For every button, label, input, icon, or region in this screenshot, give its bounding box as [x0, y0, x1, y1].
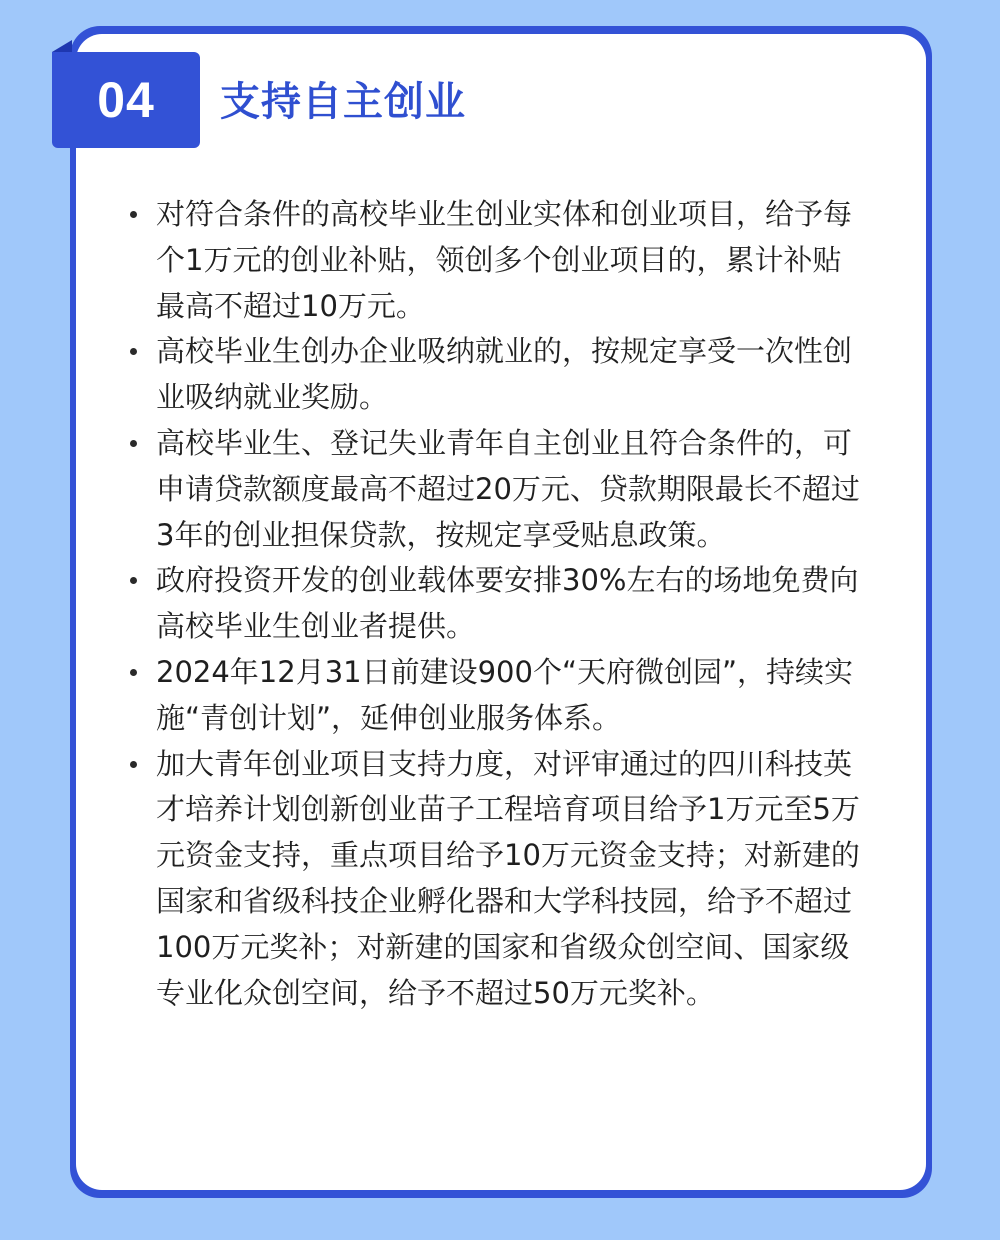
bullet-icon: [130, 761, 137, 768]
list-item: [128, 650, 868, 742]
bullet-icon: [130, 577, 137, 584]
list-item-text: 政府投资开发的创业载体要安排30%左右的场地免费向高校毕业生创业者提供。: [156, 563, 859, 644]
list-item-text: 加大青年创业项目支持力度，对评审通过的四川科技英才培养计划创新创业苗子工程培育项目给予1万元至5万元资金支持，重点项目给予10万元资金支持；对新建的国家和省级科技企业孵化器和大学科技园，给予不超过100万元奖补；对新建的国家和省级众创空间、国家级专业化众创空间，给予不超过50万元奖补。: [156, 746, 860, 1010]
bullet-icon: [130, 669, 137, 676]
bullet-icon: [130, 211, 137, 218]
section-title: 支持自主创业: [220, 79, 466, 125]
bullet-icon: [130, 440, 137, 447]
list-item-text: 对符合条件的高校毕业生创业实体和创业项目，给予每个1万元的创业补贴，领创多个创业项目的，累计补贴最高不超过10万元。: [156, 197, 853, 323]
list-item: [128, 421, 868, 558]
list-item-text: 高校毕业生创办企业吸纳就业的，按规定享受一次性创业吸纳就业奖励。: [156, 334, 853, 415]
list-item: [128, 329, 868, 421]
section-number-badge: [52, 52, 200, 148]
list-item-text: 高校毕业生、登记失业青年自主创业且符合条件的，可申请贷款额度最高不超过20万元、贷款期限最长不超过3年的创业担保贷款，按规定享受贴息政策。: [156, 425, 860, 552]
badge-fold: [52, 40, 72, 52]
list-item-text: 2024年12月31日前建设900个“天府微创园”，持续实施“青创计划”，延伸创业服务体系。: [156, 654, 854, 735]
list-item: [128, 192, 868, 329]
policy-list: [128, 192, 868, 1016]
list-item: [128, 742, 868, 1017]
bullet-icon: [130, 348, 137, 355]
list-item: [128, 558, 868, 650]
section-number: 04: [97, 72, 155, 128]
